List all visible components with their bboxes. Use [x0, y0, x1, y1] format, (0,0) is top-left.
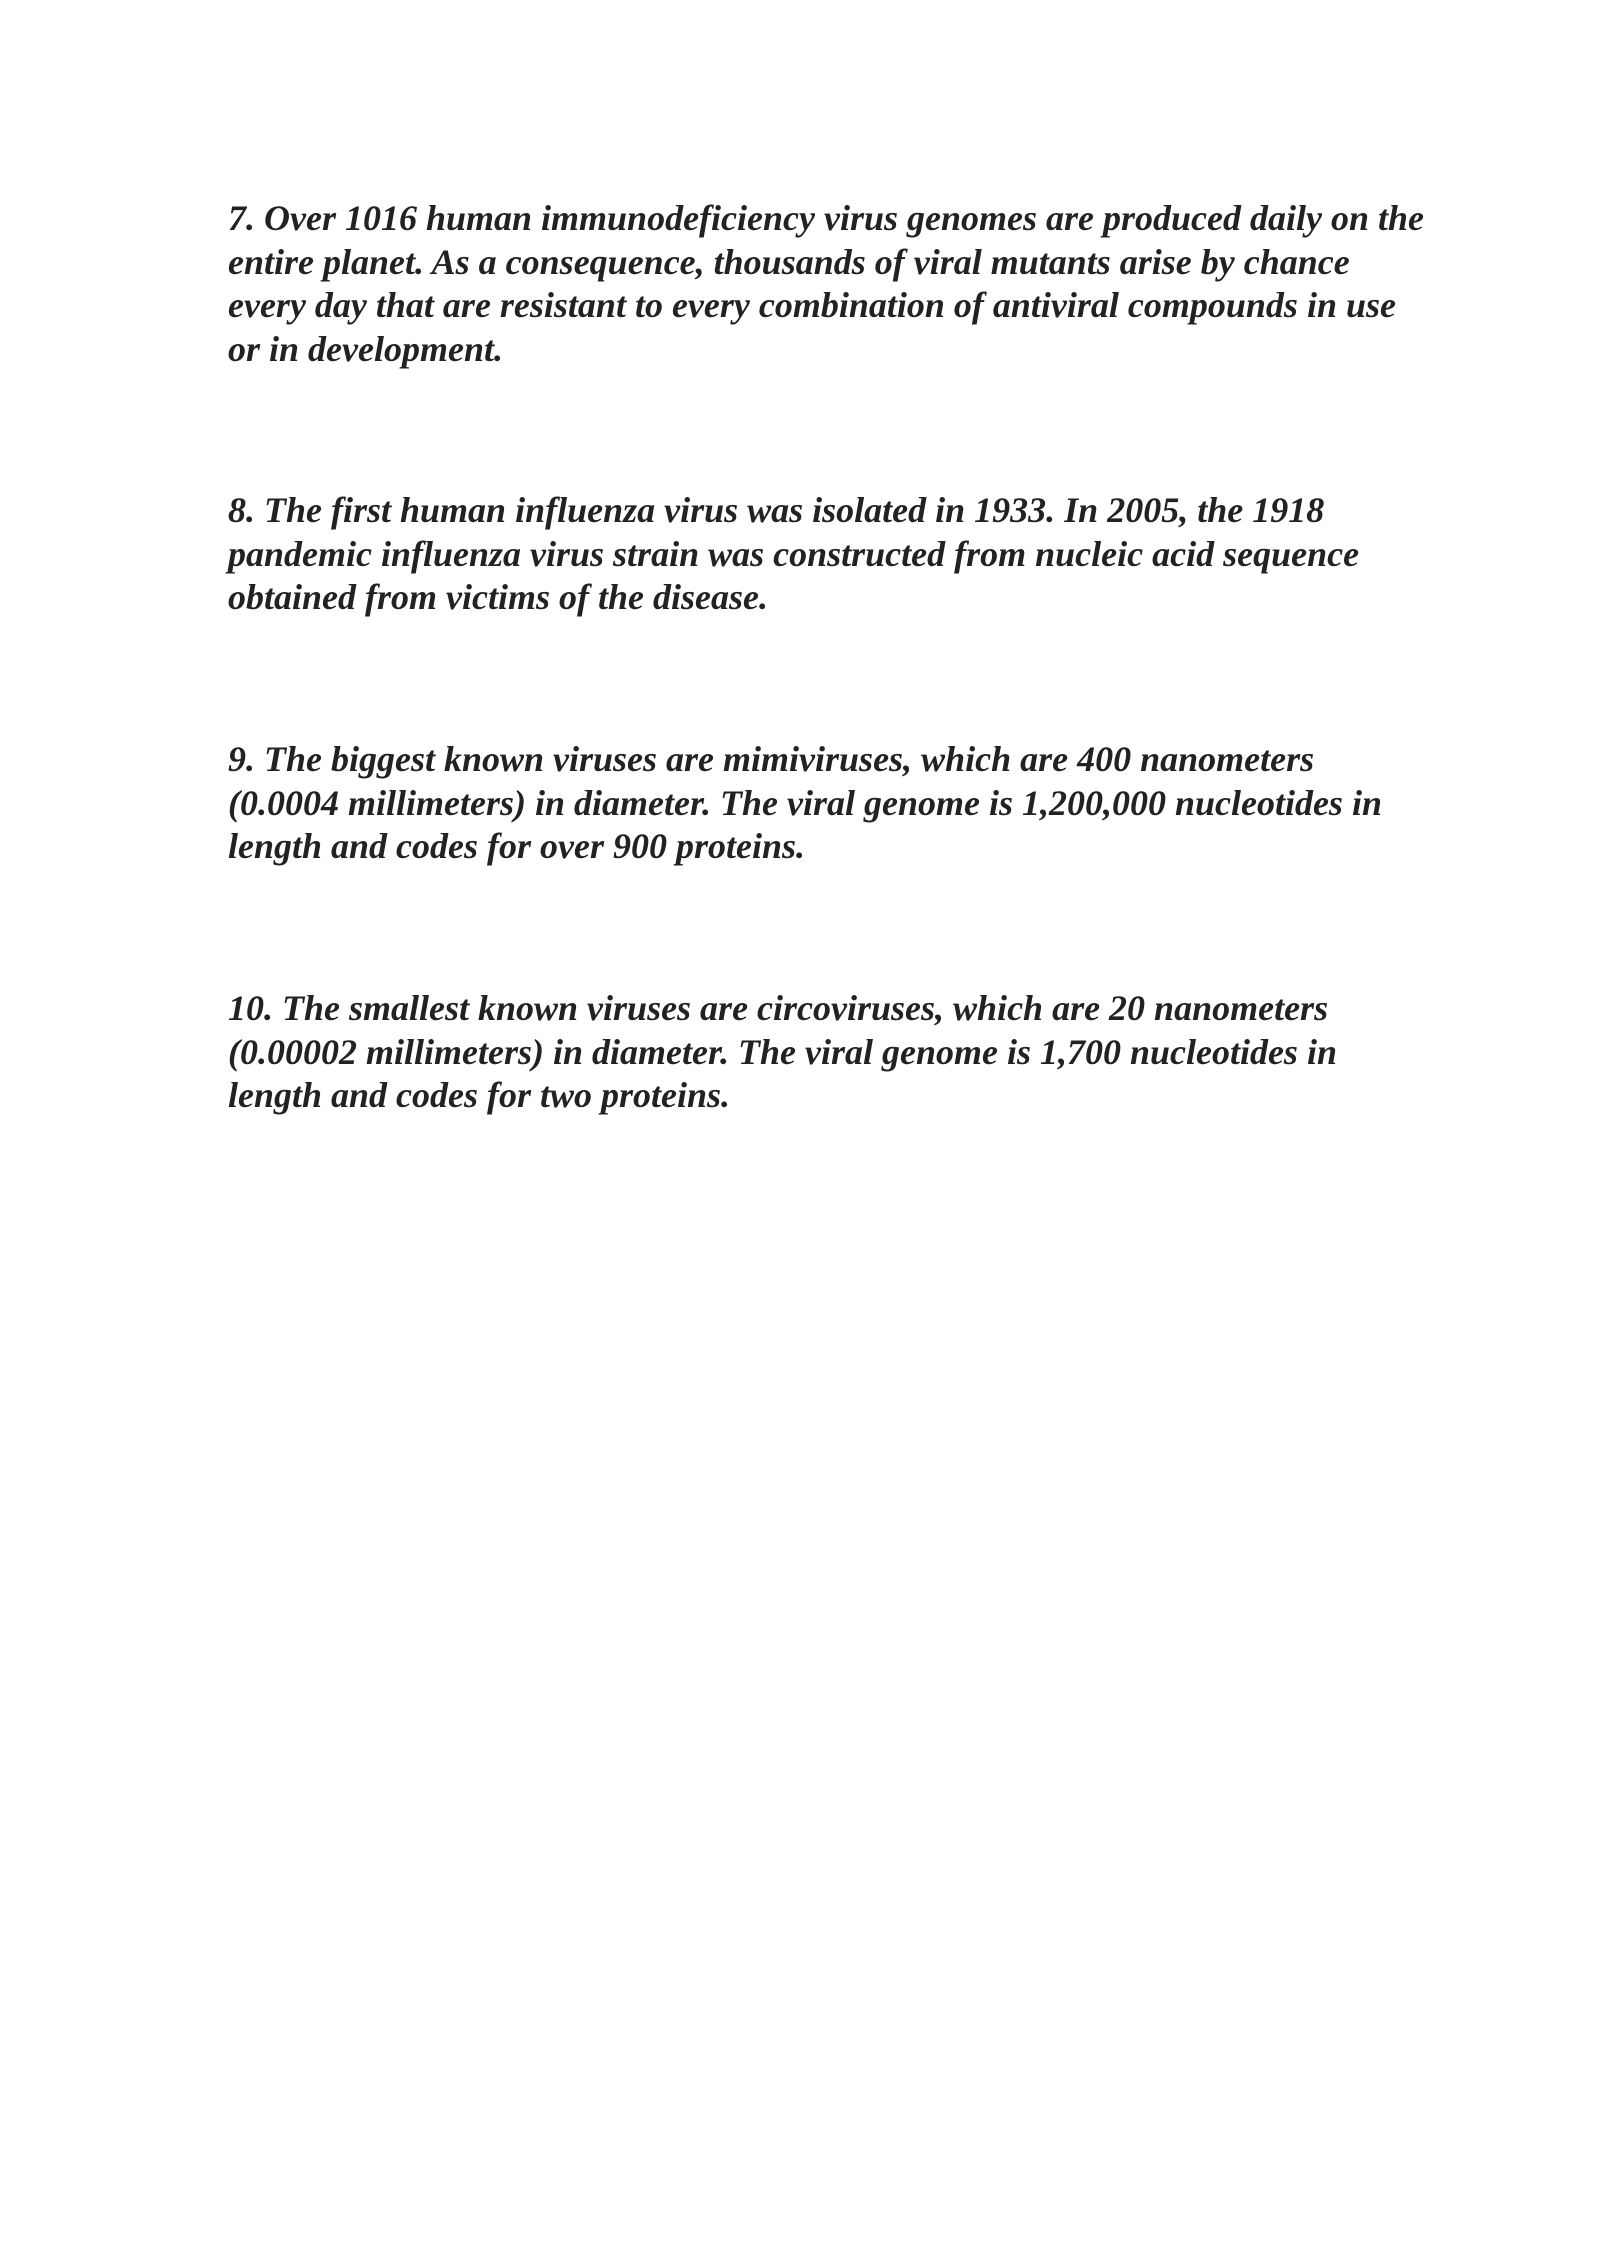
paragraph-line: 7. Over 1016 human immunodeficiency virus genomes are produced daily on the	[228, 198, 1424, 238]
fact-paragraph-10	[228, 987, 1528, 1118]
paragraph-line: or in development.	[228, 328, 503, 369]
fact-paragraph-8	[228, 489, 1528, 620]
paragraph-line: (0.00002 millimeters) in diameter. The viral genome is 1,700 nucleotides in	[228, 1031, 1337, 1072]
paragraph-line: length and codes for two proteins.	[228, 1075, 731, 1115]
paragraph-line: (0.0004 millimeters) in diameter. The viral genome is 1,200,000 nucleotides in	[228, 782, 1382, 823]
paragraph-line: pandemic influenza virus strain was constructed from nucleic acid sequence	[228, 533, 1360, 574]
paragraph-line: every day that are resistant to every combination of antiviral compounds in use	[228, 285, 1396, 325]
paragraph-line: 9. The biggest known viruses are mimiviruses, which are 400 nanometers	[228, 739, 1315, 779]
paragraph-line: 10. The smallest known viruses are circoviruses, which are 20 nanometers	[228, 988, 1329, 1028]
paragraph-line: entire planet. As a consequence, thousands of viral mutants arise by chance	[228, 241, 1350, 282]
fact-paragraph-9	[228, 738, 1528, 869]
fact-paragraph-7	[228, 197, 1528, 371]
paragraph-line: 8. The first human influenza virus was isolated in 1933. In 2005, the 1918	[228, 490, 1325, 530]
paragraph-line: length and codes for over 900 proteins.	[228, 826, 806, 866]
paragraph-line: obtained from victims of the disease.	[228, 577, 768, 617]
